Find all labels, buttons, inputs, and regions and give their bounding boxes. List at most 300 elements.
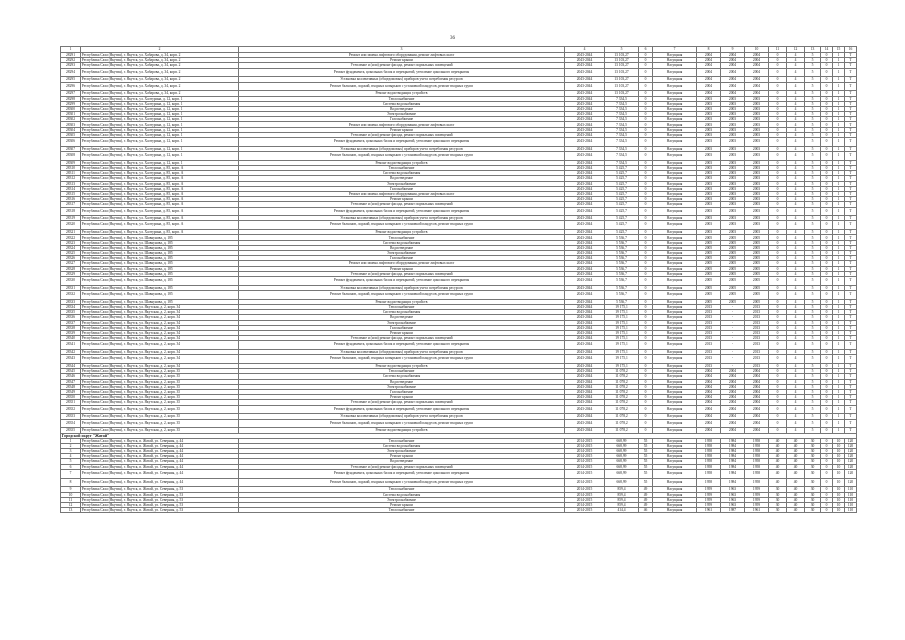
table-cell: 2043-2044	[565, 82, 605, 91]
table-cell: 2003	[721, 186, 745, 191]
table-cell: 28342	[61, 350, 81, 355]
section-label: Городской округ "Жатай"	[61, 433, 857, 438]
table-cell: 0	[639, 216, 653, 221]
table-cell: 10	[833, 508, 845, 513]
table-cell: Т	[845, 414, 857, 419]
table-cell: Республика Саха (Якутия), г. Якутск, ул. Шавкунова, д. 185	[81, 276, 239, 285]
table-cell: 2043-2044	[565, 261, 605, 266]
table-cell: 1958	[697, 459, 721, 464]
table-cell: 0	[821, 235, 833, 240]
table-cell: 5	[805, 132, 821, 137]
table-cell: 5 425,7	[605, 221, 639, 230]
table-cell: 2043-2044	[565, 304, 605, 309]
table-cell: Ремонт крыши	[239, 454, 565, 459]
table-cell: Ремонт балконов, лоджий, входных козырьков с установкой пандусов, ремонт входных групп	[239, 221, 565, 230]
table-cell: 2043-2044	[565, 202, 605, 207]
table-cell: 5	[805, 266, 821, 271]
table-cell: 2003	[721, 221, 745, 230]
table-cell: 10	[833, 497, 845, 502]
table-cell: 2004	[745, 53, 769, 58]
table-cell: 2003	[721, 106, 745, 111]
table-cell: Ремонт фундамента, цокольных балок и перекрытий, утепление цокольного перекрытия	[239, 405, 565, 414]
table-cell: 5	[805, 310, 821, 315]
table-cell: Республика Саха (Якутия), г. Якутск, ул. Хабарова, д. 34, корп. 2	[81, 68, 239, 77]
table-cell: Газоснабжение	[239, 325, 565, 330]
table-cell: 110	[845, 487, 857, 492]
table-cell: 0	[639, 271, 653, 276]
table-row	[61, 82, 857, 91]
table-cell: 2043-2044	[565, 122, 605, 127]
table-cell: 55	[639, 464, 653, 469]
table-cell: 5	[805, 122, 821, 127]
table-cell: 0	[639, 202, 653, 207]
table-cell: 10	[833, 464, 845, 469]
table-cell: 4	[787, 152, 805, 161]
table-cell: 4	[787, 261, 805, 266]
table-cell: 28352	[61, 405, 81, 414]
table-cell: 0	[821, 315, 833, 320]
table-cell: Газоснабжение	[239, 389, 565, 394]
table-cell: Республика Саха (Якутия), г. Якутск, ул. Халтурина, д. 12, корп. 1	[81, 132, 239, 137]
table-cell: 5	[805, 290, 821, 299]
table-cell: 55	[639, 438, 653, 443]
table-cell: 2003	[697, 138, 721, 147]
table-cell: 30	[769, 497, 787, 502]
table-cell: 0	[769, 310, 787, 315]
table-cell: 2004	[745, 405, 769, 414]
table-cell: 55	[639, 469, 653, 478]
table-cell: Насущная	[653, 63, 697, 68]
table-cell: 30	[805, 438, 821, 443]
table-cell: 1	[833, 96, 845, 101]
table-cell: 1984	[721, 469, 745, 478]
table-cell: 4	[787, 122, 805, 127]
table-cell: 2003	[745, 96, 769, 101]
table-cell: 0	[769, 117, 787, 122]
table-cell: Теплоснабжение	[239, 508, 565, 513]
table-cell: 5	[805, 181, 821, 186]
table-cell: 0	[821, 355, 833, 364]
table-cell: Установка коллективных (общедомовых) приборов учета потребления ресурсов	[239, 146, 565, 151]
table-cell: 2043-2044	[565, 216, 605, 221]
table-cell: 2004	[745, 68, 769, 77]
table-cell: 28320	[61, 221, 81, 230]
table-cell: 5 536,7	[605, 276, 639, 285]
table-cell: Установка коллективных (общедомовых) приборов учета потребления ресурсов	[239, 414, 565, 419]
table-cell: Ремонт балконов, лоджий, входных козырьков с установкой пандусов, ремонт входных групп	[239, 82, 565, 91]
table-cell: 1958	[697, 438, 721, 443]
table-cell: 2005	[721, 271, 745, 276]
table-cell: 5 425,7	[605, 216, 639, 221]
table-cell: Республика Саха (Якутия), г. Якутск, ул. Хабарова, д. 34, корп. 2	[81, 91, 239, 96]
table-cell: 0	[821, 271, 833, 276]
table-cell: Республика Саха (Якутия), г. Якутск, ул. Халтурина, д. 85, корп. А	[81, 207, 239, 216]
table-row	[61, 469, 857, 478]
table-cell: 4	[787, 245, 805, 250]
table-cell: 0	[639, 320, 653, 325]
table-cell: 2005	[721, 276, 745, 285]
table-cell: 4	[787, 304, 805, 309]
table-cell: 11	[61, 497, 81, 502]
table-cell: 0	[821, 160, 833, 165]
table-cell: 0	[769, 68, 787, 77]
table-cell: 2013	[697, 341, 721, 350]
table-cell: 2004	[745, 414, 769, 419]
table-cell: 2043-2044	[565, 369, 605, 374]
table-cell: 2003	[745, 106, 769, 111]
table-cell: Республика Саха (Якутия), г. Якутск, ул. Якутская, д. 2, корп. 35	[81, 389, 239, 394]
table-cell: 0	[639, 138, 653, 147]
table-cell: 11 078,2	[605, 384, 639, 389]
table-cell: 2003	[697, 106, 721, 111]
table-cell: 2043-2044	[565, 186, 605, 191]
table-cell: 2043-2044	[565, 310, 605, 315]
table-cell: 120	[845, 454, 857, 459]
table-cell: Насущная	[653, 369, 697, 374]
table-cell: 0	[639, 53, 653, 58]
table-cell: 0	[821, 464, 833, 469]
table-cell: 5	[805, 336, 821, 341]
table-cell: 2003	[697, 181, 721, 186]
table-cell: 668,99	[605, 454, 639, 459]
table-cell: 2004	[745, 63, 769, 68]
table-cell: 1984	[721, 478, 745, 487]
table-cell: 2003	[697, 230, 721, 235]
table-cell: Утепление и (или) ремонт фасада, ремонт подвальных помещений	[239, 63, 565, 68]
column-number: 9	[721, 47, 745, 53]
table-cell: 2005	[697, 251, 721, 256]
table-cell: 30	[805, 464, 821, 469]
table-cell: 5	[805, 428, 821, 433]
table-cell: 0	[821, 400, 833, 405]
table-cell: 13 103,27	[605, 77, 639, 82]
table-cell: 1	[833, 350, 845, 355]
table-cell: 2004	[697, 419, 721, 428]
table-cell: 0	[769, 197, 787, 202]
table-cell: 40	[769, 443, 787, 448]
table-cell: 668,99	[605, 459, 639, 464]
table-cell: 2003	[697, 176, 721, 181]
table-cell: 0	[821, 152, 833, 161]
table-cell: 5	[805, 82, 821, 91]
table-cell: Республика Саха (Якутия), г. Якутск, ул. Якутская, д. 2, корп. 35	[81, 379, 239, 384]
table-cell: 0	[639, 315, 653, 320]
table-cell: 1	[833, 379, 845, 384]
table-cell: Электроснабжение	[239, 384, 565, 389]
table-cell: 28326	[61, 256, 81, 261]
table-cell: 5	[805, 379, 821, 384]
table-cell: 5	[805, 245, 821, 250]
table-cell: Т	[845, 181, 857, 186]
table-cell: 28322	[61, 235, 81, 240]
table-cell: 40	[787, 469, 805, 478]
table-cell: 2003	[721, 230, 745, 235]
table-cell: 40	[787, 438, 805, 443]
table-cell: 28340	[61, 336, 81, 341]
table-cell: 5	[805, 101, 821, 106]
table-cell: 2003	[721, 138, 745, 147]
table-cell: 5 536,7	[605, 285, 639, 290]
table-cell: 5 536,7	[605, 235, 639, 240]
table-cell: Газоснабжение	[239, 256, 565, 261]
table-cell: 2003	[721, 101, 745, 106]
table-cell: 0	[769, 122, 787, 127]
table-cell: 0	[821, 122, 833, 127]
table-cell: 0	[639, 261, 653, 266]
table-cell: Насущная	[653, 443, 697, 448]
table-cell: 4	[787, 112, 805, 117]
table-cell: Т	[845, 191, 857, 196]
table-cell: 4	[787, 240, 805, 245]
table-cell: 0	[821, 202, 833, 207]
table-cell: 13 103,27	[605, 68, 639, 77]
table-cell: 4	[787, 256, 805, 261]
table-cell: 1959	[697, 487, 721, 492]
table-cell: 0	[639, 379, 653, 384]
table-cell: 28336	[61, 315, 81, 320]
table-cell: 0	[639, 160, 653, 165]
table-cell: 1	[833, 207, 845, 216]
table-cell: 0	[769, 245, 787, 250]
table-cell: Насущная	[653, 230, 697, 235]
table-cell: Т	[845, 176, 857, 181]
table-cell: 0	[821, 106, 833, 111]
table-cell: 2003	[697, 101, 721, 106]
table-cell: 2043-2044	[565, 384, 605, 389]
table-cell: Утепление и (или) ремонт фасада, ремонт подвальных помещений	[239, 336, 565, 341]
table-cell: 13 103,27	[605, 63, 639, 68]
table-cell: 859,4	[605, 502, 639, 507]
table-cell: Насущная	[653, 82, 697, 91]
table-cell: 4	[787, 251, 805, 256]
table-cell: 2005	[697, 266, 721, 271]
table-cell: 668,99	[605, 438, 639, 443]
table-cell: 5	[805, 63, 821, 68]
table-cell: 28294	[61, 68, 81, 77]
table-cell: Насущная	[653, 364, 697, 369]
table-cell: Т	[845, 207, 857, 216]
table-cell: 2003	[697, 112, 721, 117]
table-cell: 4	[787, 299, 805, 304]
table-cell: 0	[821, 414, 833, 419]
table-cell: Республика Саха (Якутия), г. Якутск, п. Жатай, ул. Северная, д. 53	[81, 508, 239, 513]
table-cell: Т	[845, 256, 857, 261]
table-cell: 0	[821, 419, 833, 428]
table-cell: 2043-2044	[565, 364, 605, 369]
table-cell: 2013	[697, 350, 721, 355]
table-cell: 5	[805, 389, 821, 394]
table-cell: Насущная	[653, 271, 697, 276]
table-cell: 2013	[697, 320, 721, 325]
table-cell: 1	[833, 405, 845, 414]
column-number: 16	[845, 47, 857, 53]
table-cell: 5	[805, 152, 821, 161]
table-cell: Республика Саха (Якутия), г. Якутск, ул. Халтурина, д. 12, корп. 1	[81, 152, 239, 161]
table-cell: Т	[845, 127, 857, 132]
table-cell: 4	[787, 341, 805, 350]
table-cell: 5	[805, 91, 821, 96]
table-cell: 0	[769, 271, 787, 276]
table-cell: 5	[805, 364, 821, 369]
table-cell: Республика Саха (Якутия), г. Якутск, ул. Шавкунова, д. 185	[81, 285, 239, 290]
table-cell: 1984	[721, 443, 745, 448]
table-cell: 2004	[721, 428, 745, 433]
table-cell: 40	[787, 487, 805, 492]
table-cell: 2014-2015	[565, 464, 605, 469]
table-cell: Республика Саха (Якутия), г. Якутск, ул. Якутская, д. 2, корп. 34	[81, 315, 239, 320]
table-cell: 0	[769, 221, 787, 230]
table-row	[61, 221, 857, 230]
table-cell: -	[721, 320, 745, 325]
table-cell: 4	[61, 454, 81, 459]
table-cell: 0	[639, 285, 653, 290]
table-cell: 2013	[697, 336, 721, 341]
table-cell: 2043-2044	[565, 230, 605, 235]
table-cell: Т	[845, 405, 857, 414]
table-cell: 2003	[697, 152, 721, 161]
table-cell: 0	[769, 395, 787, 400]
table-cell: 1	[833, 191, 845, 196]
table-cell: 0	[821, 379, 833, 384]
table-cell: 0	[821, 299, 833, 304]
table-cell: Республика Саха (Якутия), г. Якутск, п. Жатай, ул. Северная, д. 53	[81, 502, 239, 507]
table-cell: Т	[845, 186, 857, 191]
table-cell: 40	[787, 497, 805, 502]
table-cell: 1	[833, 276, 845, 285]
table-cell: 2013	[745, 325, 769, 330]
table-cell: 2014-2015	[565, 449, 605, 454]
table-cell: 2004	[721, 369, 745, 374]
table-cell: 1	[833, 310, 845, 315]
table-cell: 0	[821, 497, 833, 502]
table-cell: 0	[821, 405, 833, 414]
table-cell: 2014-2015	[565, 469, 605, 478]
table-cell: 49	[639, 502, 653, 507]
table-cell: 5	[805, 276, 821, 285]
table-cell: 0	[769, 146, 787, 151]
table-cell: 0	[821, 96, 833, 101]
table-cell: Насущная	[653, 152, 697, 161]
table-cell: 1984	[721, 449, 745, 454]
table-cell: 2013	[697, 355, 721, 364]
table-cell: 0	[639, 245, 653, 250]
table-cell: 2043-2044	[565, 166, 605, 171]
table-cell: 1963	[721, 502, 745, 507]
table-cell: 2043-2044	[565, 112, 605, 117]
table-cell: Республика Саха (Якутия), г. Якутск, ул. Шавкунова, д. 185	[81, 235, 239, 240]
table-cell: 2003	[721, 197, 745, 202]
table-cell: 0	[639, 336, 653, 341]
table-cell: 2013	[745, 336, 769, 341]
table-cell: Система водоснабжения	[239, 374, 565, 379]
table-row	[61, 478, 857, 487]
table-cell: 4	[787, 315, 805, 320]
table-cell: 7 334,5	[605, 106, 639, 111]
table-cell: 5	[805, 117, 821, 122]
table-cell: 2003	[697, 160, 721, 165]
table-cell: Утепление и (или) ремонт фасада, ремонт подвальных помещений	[239, 271, 565, 276]
table-cell: 4	[787, 207, 805, 216]
table-cell: 2043-2044	[565, 53, 605, 58]
table-cell: 0	[769, 261, 787, 266]
table-cell: 2043-2044	[565, 400, 605, 405]
table-cell: Республика Саха (Якутия), г. Якутск, п. Жатай, ул. Северная, д. 44	[81, 454, 239, 459]
table-cell: 2003	[721, 181, 745, 186]
table-cell: 0	[769, 374, 787, 379]
table-cell: 1	[833, 166, 845, 171]
table-cell: Насущная	[653, 245, 697, 250]
table-cell: 55	[639, 478, 653, 487]
table-cell: Республика Саха (Якутия), г. Якутск, ул. Халтурина, д. 12, корп. 1	[81, 112, 239, 117]
table-cell: 0	[821, 146, 833, 151]
table-cell: 2043-2044	[565, 58, 605, 63]
table-cell: 0	[639, 68, 653, 77]
table-cell: 30	[805, 487, 821, 492]
table-cell: Насущная	[653, 304, 697, 309]
table-cell: 0	[821, 459, 833, 464]
table-cell: 1	[833, 364, 845, 369]
table-cell: 2003	[721, 207, 745, 216]
table-cell: 0	[821, 487, 833, 492]
table-cell: Установка коллективных (общедомовых) приборов учета потребления ресурсов	[239, 285, 565, 290]
table-cell: 2005	[697, 256, 721, 261]
table-cell: 2004	[745, 395, 769, 400]
table-cell: Насущная	[653, 132, 697, 137]
table-cell: 0	[821, 266, 833, 271]
table-cell: 0	[821, 341, 833, 350]
table-cell: 28321	[61, 230, 81, 235]
table-cell: 6	[61, 464, 81, 469]
table-cell: Республика Саха (Якутия), г. Якутск, ул. Шавкунова, д. 185	[81, 251, 239, 256]
table-cell: 0	[769, 132, 787, 137]
table-cell: 5	[805, 419, 821, 428]
table-cell: 2003	[745, 138, 769, 147]
table-cell: 0	[769, 240, 787, 245]
table-cell: 4	[787, 374, 805, 379]
table-cell: 4	[787, 216, 805, 221]
table-cell: 2043-2044	[565, 290, 605, 299]
table-cell: Теплоснабжение	[239, 487, 565, 492]
table-cell: 10	[833, 469, 845, 478]
table-cell: Насущная	[653, 68, 697, 77]
table-cell: Насущная	[653, 122, 697, 127]
table-cell: Ремонт балконов, лоджий, входных козырьков с установкой пандусов, ремонт входных групп	[239, 478, 565, 487]
table-cell: Насущная	[653, 487, 697, 492]
table-cell: 0	[821, 181, 833, 186]
table-cell: 1	[833, 122, 845, 127]
table-cell: 0	[821, 310, 833, 315]
table-cell: 19 175,1	[605, 315, 639, 320]
table-cell: 5	[805, 235, 821, 240]
table-cell: 46	[639, 508, 653, 513]
table-cell: 1959	[697, 497, 721, 502]
table-cell: 0	[639, 290, 653, 299]
table-cell: 5	[805, 127, 821, 132]
table-row	[61, 355, 857, 364]
table-cell: 2004	[697, 400, 721, 405]
table-cell: Республика Саха (Якутия), г. Якутск, ул. Якутская, д. 2, корп. 35	[81, 400, 239, 405]
table-cell: Республика Саха (Якутия), г. Якутск, ул. Халтурина, д. 12, корп. 1	[81, 138, 239, 147]
table-cell: 5	[805, 160, 821, 165]
table-cell: Газоснабжение	[239, 117, 565, 122]
table-cell: 120	[845, 464, 857, 469]
table-cell: 2043-2044	[565, 63, 605, 68]
table-cell: 0	[821, 384, 833, 389]
table-cell: 2004	[721, 419, 745, 428]
table-cell: 40	[787, 502, 805, 507]
table-cell: Республика Саха (Якутия), г. Якутск, ул. Халтурина, д. 85, корп. А	[81, 176, 239, 181]
table-cell: 0	[639, 240, 653, 245]
